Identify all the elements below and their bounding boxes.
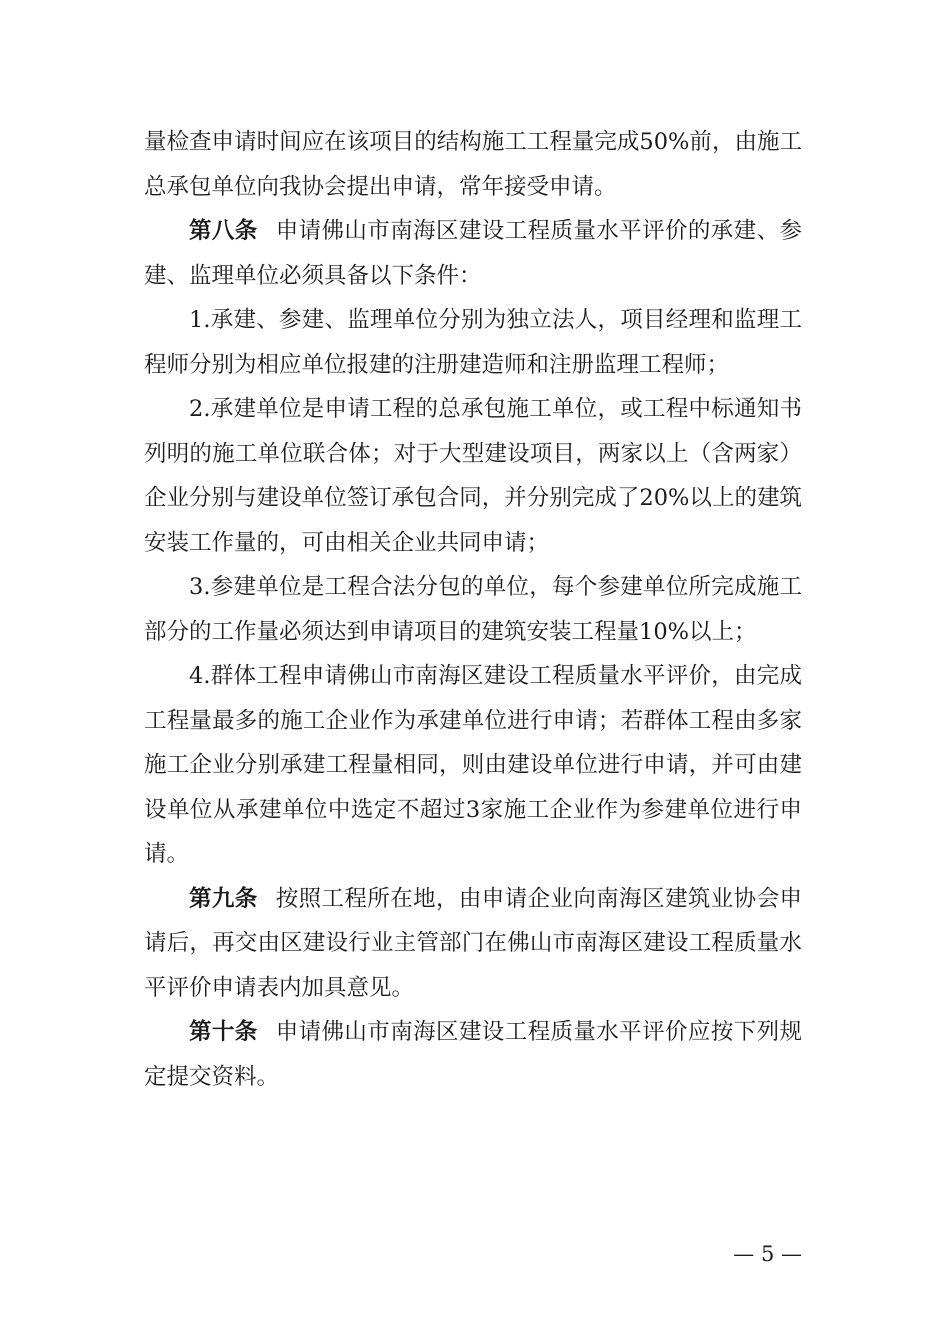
- paragraph-item-3: [144, 565, 802, 654]
- paragraph-continuation: [144, 120, 802, 209]
- paragraph-text: 申请佛山市南海区建设工程质量水平评价应按下列规定提交资料。: [144, 1019, 802, 1090]
- paragraph-text: 按照工程所在地，由申请企业向南海区建筑业协会申请后，再交由区建设行业主管部门在佛山市南海区建设工程质量水平评价申请表内加具意见。: [144, 885, 802, 1001]
- article-heading: 第九条: [189, 885, 258, 912]
- article-heading: 第十条: [189, 1019, 258, 1045]
- paragraph-text: 1.承建、参建、监理单位分别为独立法人，项目经理和监理工程师分别为相应单位报建的注册建造师和注册监理工程师；: [144, 307, 802, 378]
- paragraph-text: 4.群体工程申请佛山市南海区建设工程质量水平评价，由完成工程量最多的施工企业作为承建单位进行申请；若群体工程由多家施工企业分别承建工程量相同，则由建设单位进行申请，并可由建设单位从承建单位中选定不超过3家施工企业作为参建单位进行申请。: [144, 663, 802, 867]
- paragraph-item-2: [144, 387, 802, 565]
- paragraph-text: 3.参建单位是工程合法分包的单位，每个参建单位所完成施工部分的工作量必须达到申请项目的建筑安装工程量10%以上；: [144, 574, 802, 645]
- paragraph-article-10: [144, 1010, 802, 1099]
- article-heading: 第八条: [189, 218, 258, 244]
- page-number: — 5 —: [733, 1242, 802, 1266]
- paragraph-text: 量检查申请时间应在该项目的结构施工工程量完成50%前，由施工总承包单位向我协会提出申请，常年接受申请。: [144, 129, 802, 200]
- paragraph-text: 2.承建单位是申请工程的总承包施工单位，或工程中标通知书列明的施工单位联合体；对于大型建设项目，两家以上（含两家）企业分别与建设单位签订承包合同，并分别完成了20%以上的建筑安装工作量的，可由相关企业共同申请；: [144, 396, 802, 556]
- paragraph-text: 申请佛山市南海区建设工程质量水平评价的承建、参建、监理单位必须具备以下条件：: [144, 218, 802, 289]
- paragraph-item-4: [144, 654, 802, 877]
- document-body: [144, 120, 802, 1099]
- paragraph-article-8: [144, 209, 802, 298]
- paragraph-article-9: [144, 877, 802, 1011]
- paragraph-item-1: [144, 298, 802, 387]
